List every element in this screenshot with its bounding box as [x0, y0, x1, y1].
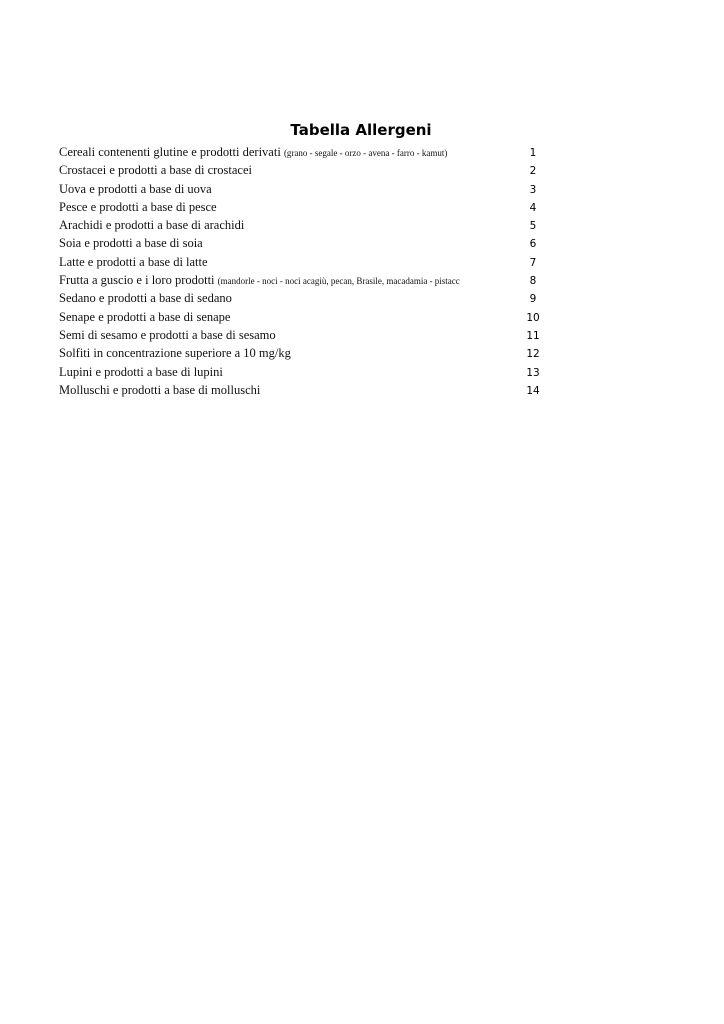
table-row — [59, 143, 559, 161]
table-row — [59, 216, 559, 234]
allergen-label — [59, 234, 491, 252]
allergen-label — [59, 344, 491, 362]
allergen-number: 6 — [529, 238, 537, 251]
table-row — [59, 234, 559, 252]
allergen-label — [59, 381, 491, 399]
allergen-name: Solfiti in concentrazione superiore a 10 mg/kg — [59, 346, 291, 361]
table-row — [59, 363, 559, 381]
allergen-number: 10 — [526, 311, 540, 324]
allergen-name: Frutta a guscio e i loro prodotti — [59, 273, 215, 288]
allergen-number: 7 — [529, 256, 537, 269]
allergen-name: Semi di sesamo e prodotti a base di sesamo — [59, 327, 276, 342]
allergen-name: Crostacei e prodotti a base di crostacei — [59, 163, 252, 178]
allergen-note: (mandorle - noci - noci acagiù, pecan, Brasile, macadamia - pistacc — [217, 276, 460, 287]
allergen-label — [59, 308, 491, 326]
allergen-note: (grano - segale - orzo - avena - farro - kamut) — [283, 148, 448, 158]
table-row — [59, 344, 559, 362]
allergen-number: 12 — [526, 348, 540, 361]
table-row — [59, 180, 559, 198]
page-title — [0, 120, 724, 140]
allergen-name: Uova e prodotti a base di uova — [59, 181, 212, 196]
allergen-number: 5 — [529, 220, 537, 233]
allergen-label — [59, 198, 491, 216]
allergen-number: 8 — [529, 275, 537, 288]
allergen-label — [59, 161, 491, 179]
allergen-label — [59, 143, 491, 162]
allergen-name: Sedano e prodotti a base di sedano — [59, 291, 232, 306]
allergen-number: 13 — [526, 366, 540, 379]
table-row — [59, 381, 559, 399]
table-row — [59, 289, 559, 307]
allergen-name: Pesce e prodotti a base di pesce — [59, 199, 217, 214]
allergen-name: Lupini e prodotti a base di lupini — [59, 364, 223, 379]
page-title-text: Tabella Allergeni — [290, 121, 432, 139]
allergen-label — [59, 271, 491, 290]
allergen-number: 2 — [529, 165, 537, 178]
allergen-label — [59, 180, 491, 198]
table-row — [59, 253, 559, 271]
allergen-number: 3 — [529, 183, 537, 196]
allergen-name: Soia e prodotti a base di soia — [59, 236, 203, 251]
allergen-label — [59, 253, 491, 271]
table-row — [59, 198, 559, 216]
allergen-number: 1 — [529, 147, 537, 159]
allergen-name: Molluschi e prodotti a base di molluschi — [59, 382, 261, 397]
allergen-label — [59, 326, 491, 344]
allergen-number: 11 — [526, 329, 540, 342]
allergen-label — [59, 289, 491, 307]
allergen-number: 9 — [529, 293, 537, 306]
allergen-label — [59, 216, 491, 234]
allergen-table — [59, 143, 559, 399]
allergen-name: Senape e prodotti a base di senape — [59, 309, 231, 324]
allergen-label — [59, 363, 491, 381]
allergen-name: Cereali contenenti glutine e prodotti derivati — [59, 145, 281, 159]
table-row — [59, 161, 559, 179]
allergen-name: Latte e prodotti a base di latte — [59, 254, 208, 269]
allergen-name: Arachidi e prodotti a base di arachidi — [59, 218, 245, 233]
allergen-number: 4 — [529, 201, 537, 214]
table-row — [59, 271, 559, 289]
table-row — [59, 326, 559, 344]
table-row — [59, 308, 559, 326]
allergen-number: 14 — [526, 384, 540, 397]
